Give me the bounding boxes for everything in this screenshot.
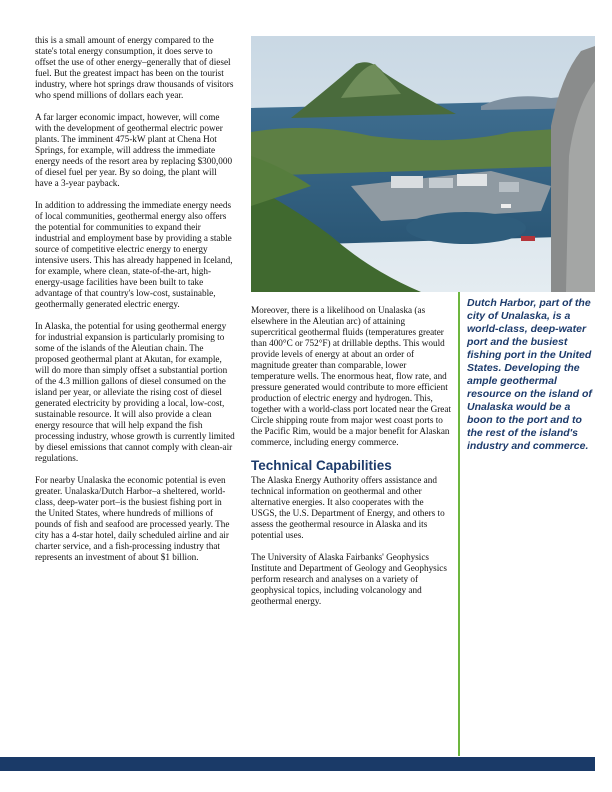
boat [501,204,511,208]
left-column [35,35,235,574]
column-divider [458,292,460,756]
harbor-photo-illustration [251,36,595,292]
photo-caption: Dutch Harbor, part of the city of Unalaska, is a world-class, deep-water port and the busiest fishing port in the United States. Developing the ample geothermal resource on the island of Unalaska would be a boon to the port and to the rest of the island's industry and commerce. [467,297,592,452]
body-paragraph: The University of Alaska Fairbanks' Geophysics Institute and Department of Geology and Geophysics perform research and analyses on a variety of geophysical topics, including volcanology and geothermal energy. [251,552,447,606]
dutch-harbor-photo [251,36,595,292]
warehouse [499,182,519,192]
inner-harbor [406,212,526,244]
warehouse [457,174,487,186]
warehouse [391,176,423,188]
body-paragraph: The Alaska Energy Authority offers assistance and technical information on geothermal and other alternative energies. It also cooperates with the USGS, the U.S. Department of Energy, and others to assess the geothermal resource in Alaska and its potential uses. [251,475,445,540]
body-paragraph: Moreover, there is a likelihood on Unalaska (as elsewhere in the Aleutian arc) of attaining supercritical geothermal fluids (temperatures greater than 400°C or 752°F) at drillable depths. This would provide levels of energy at about an order of magnitude greater than comparable, lower temperature wells. The enormous heat, flow rate, and pressure generated would contribute to more efficient production of electric energy and hydrogen. This, together with a world-class port located near the Great Circle shipping route from major west coast ports to the Pacific Rim, would be a major benefit for Alaskan commerce, including energy commerce. [251,305,452,447]
body-paragraph: In Alaska, the potential for using geothermal energy for industrial expansion is particularly promising to some of the islands of the Aleutian chain. The proposed geothermal plant at Akutan, for example, will do more than simply offset a substantial portion of the 4.3 million gallons of diesel consumed on the island per year, or alleviate the rising cost of diesel generated electricity by providing a local, low-cost, sustainable resource. It will also provide a clean energy resource that will help expand the fish processing industry, whose growth is currently limited by diesel emissions that cannot comply with clean-air regulations. [35,321,235,463]
body-paragraph: For nearby Unalaska the economic potential is even greater. Unalaska/Dutch Harbor–a sheltered, world-class, deep-water port–is the busiest fishing port in the United States, where hundreds of millions of pounds of fish and seafood are processed yearly. The city has a 4-star hotel, daily scheduled airline and air charter service, and a fish-processing industry that represents an investment of about $1 billion. [35,475,230,562]
section-heading: Technical Capabilities [251,458,392,473]
body-paragraph: In addition to addressing the immediate energy needs of local communities, geothermal energy also offers the potential for communities to expand their industrial and employment base by providing a stable source of competitive electric energy to energy intensive users. This has already happened in Iceland, for example, where clean, state-of-the-art, high-energy-usage facilities have been built to take advantage of that country's low-cost, sustainable, geothermally generated electric energy. [35,200,233,309]
body-paragraph: A far larger economic impact, however, will come with the development of geothermal electric power plants. The imminent 475-kW plant at Chena Hot Springs, for example, will address the immediate energy needs of the resort area by replacing $300,000 of diesel fuel per year. By so doing, the plant will have a 3-year payback. [35,112,233,188]
footer-bar [0,757,595,771]
boat [521,236,535,241]
warehouse [429,178,453,188]
middle-column [251,305,451,618]
body-paragraph: this is a small amount of energy compared to the state's total energy consumption, it does serve to offset the use of other energy–generally that of diesel fuel. But the greatest impact has been on the tourist industry, where hot springs draw thousands of visitors who spend millions of dollars each year. [35,35,234,100]
